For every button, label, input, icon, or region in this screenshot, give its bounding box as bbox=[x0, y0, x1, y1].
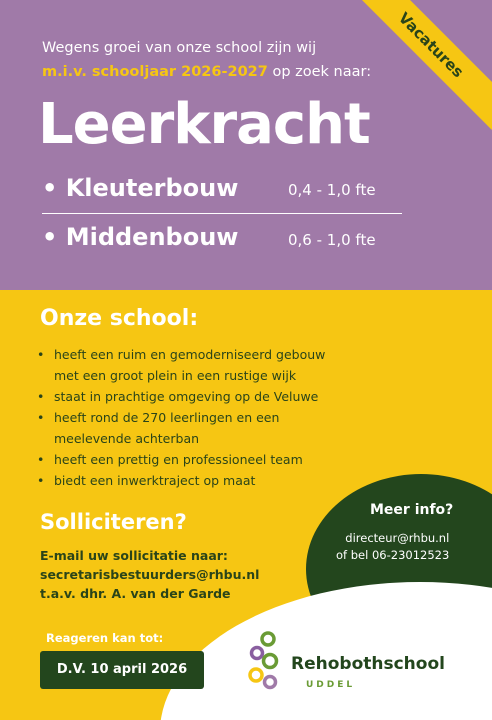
position-kleuterbouw bbox=[42, 174, 238, 202]
apply-line-1: E-mail uw sollicitatie naar: bbox=[40, 548, 228, 563]
intro-line-2-rest: op zoek naar: bbox=[267, 64, 372, 80]
position-divider bbox=[42, 213, 402, 214]
bullet-dot: • bbox=[37, 410, 45, 425]
school-logo-name: Rehobothschool bbox=[291, 654, 445, 674]
list-item: • heeft rond de 270 leerlingen en een bbox=[34, 407, 325, 428]
info-email-link[interactable]: directeur@rhbu.nl bbox=[345, 531, 450, 545]
list-item: • heeft een ruim en gemoderniseerd gebouw bbox=[34, 344, 325, 365]
school-logo-location: UDDEL bbox=[306, 680, 356, 690]
bullet-dot: • bbox=[37, 389, 45, 404]
intro-line-2 bbox=[42, 64, 371, 80]
list-item: • staat in prachtige omgeving op de Veluwe bbox=[34, 386, 325, 407]
vacatures-corner-tag: Vacatures bbox=[345, 0, 492, 131]
list-item: • heeft een prettig en professioneel team bbox=[34, 449, 325, 470]
bullet-dot: • bbox=[37, 347, 45, 362]
position-middenbouw bbox=[42, 223, 238, 251]
apply-title: Solliciteren? bbox=[40, 510, 187, 534]
position-name: Kleuterbouw bbox=[65, 174, 239, 202]
bullet-dot: • bbox=[37, 452, 45, 467]
position-name: Middenbouw bbox=[65, 223, 239, 251]
bullet-dot: • bbox=[37, 473, 45, 488]
school-year-highlight: m.i.v. schooljaar 2026-2027 bbox=[42, 64, 268, 80]
info-phone: of bel 06-23012523 bbox=[336, 548, 450, 562]
school-logo-icon bbox=[248, 630, 284, 690]
position-bullet: • bbox=[42, 174, 58, 202]
intro-line-1: Wegens groei van onze school zijn wij bbox=[42, 40, 317, 56]
list-item: meelevende achterban bbox=[54, 431, 200, 446]
school-features-list bbox=[34, 344, 325, 491]
job-title-headline: Leerkracht bbox=[38, 92, 370, 157]
more-info-title: Meer info? bbox=[370, 502, 454, 518]
position-bullet: • bbox=[42, 223, 58, 251]
deadline-date-badge: D.V. 10 april 2026 bbox=[40, 651, 204, 689]
list-item: met een groot plein in een rustige wijk bbox=[54, 368, 297, 383]
our-school-title: Onze school: bbox=[40, 306, 199, 331]
position-fte: 0,6 - 1,0 fte bbox=[288, 231, 376, 249]
more-info-contact bbox=[336, 530, 449, 564]
deadline-label: Reageren kan tot: bbox=[46, 631, 164, 645]
apply-instructions bbox=[40, 546, 259, 603]
list-item: • biedt een inwerktraject op maat bbox=[34, 470, 325, 491]
position-fte: 0,4 - 1,0 fte bbox=[288, 181, 376, 199]
apply-line-3: t.a.v. dhr. A. van der Garde bbox=[40, 586, 231, 601]
apply-email-link[interactable]: secretarisbestuurders@rhbu.nl bbox=[40, 567, 260, 582]
